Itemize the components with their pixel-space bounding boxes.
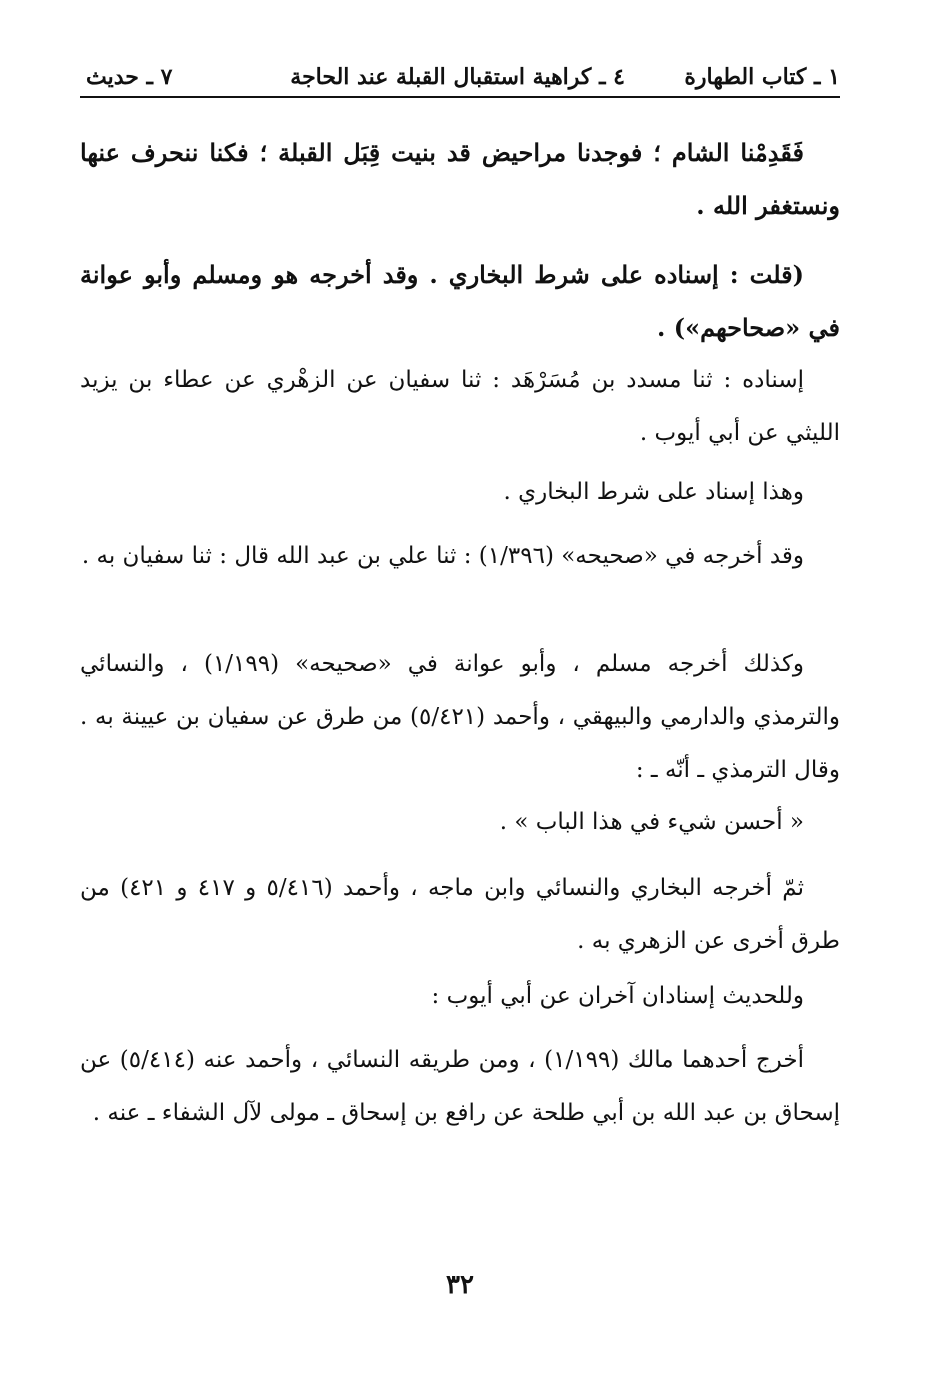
body-paragraph: وللحديث إسنادان آخران عن أبي أيوب :: [431, 983, 804, 1009]
hadith-text-paragraph: فَقَدِمْنا الشام ؛ فوجدنا مراحيض قد بنيت قِبَل القبلة ؛ فكنا ننحرف عنها ونستغفر الله .: [80, 138, 840, 220]
body-paragraph: وهذا إسناد على شرط البخاري .: [503, 479, 804, 505]
header-hadith-number: ٧ ـ حديث: [86, 64, 173, 90]
header-chapter-title: ٤ ـ كراهية استقبال القبلة عند الحاجة: [290, 64, 625, 90]
body-paragraph: أخرج أحدهما مالك (١/١٩٩) ، ومن طريقه النسائي ، وأحمد عنه (٥/٤١٤) عن إسحاق بن عبد الله بن أبي طلحة عن رافع بن إسحاق ـ مولى لآل الشفاء ـ عنه .: [80, 1047, 840, 1126]
body-paragraph: ثمّ أخرجه البخاري والنسائي وابن ماجه ، وأحمد (٥/٤١٦ و ٤١٧ و ٤٢١) من طرق أخرى عن الزهري به .: [80, 875, 840, 954]
header-book-title: ١ ـ كتاب الطهارة: [684, 64, 840, 90]
quote-paragraph: « أحسن شيء في هذا الباب » .: [499, 809, 804, 835]
body-paragraph: وكذلك أخرجه مسلم ، وأبو عوانة في «صحيحه» (١/١٩٩) ، والنسائي والترمذي والدارمي والبيهقي ، وأحمد (٥/٤٢١) من طرق عن سفيان بن عيينة به . وقال الترمذي ـ أنّه ـ :: [80, 651, 841, 783]
page-number: ٣٢: [446, 1270, 474, 1300]
note-paragraph: (قلت : إسناده على شرط البخاري . وقد أخرجه هو ومسلم وأبو عوانة في «صحاحهم») .: [80, 260, 840, 342]
running-header: [80, 58, 840, 98]
book-page: [80, 58, 840, 1348]
body-paragraph: وقد أخرجه في «صحيحه» (١/٣٩٦) : ثنا علي بن عبد الله قال : ثنا سفيان به .: [81, 543, 804, 569]
isnad-paragraph: إسناده : ثنا مسدد بن مُسَرْهَد : ثنا سفيان عن الزهْري عن عطاء بن يزيد الليثي عن أبي أيوب .: [80, 367, 840, 446]
